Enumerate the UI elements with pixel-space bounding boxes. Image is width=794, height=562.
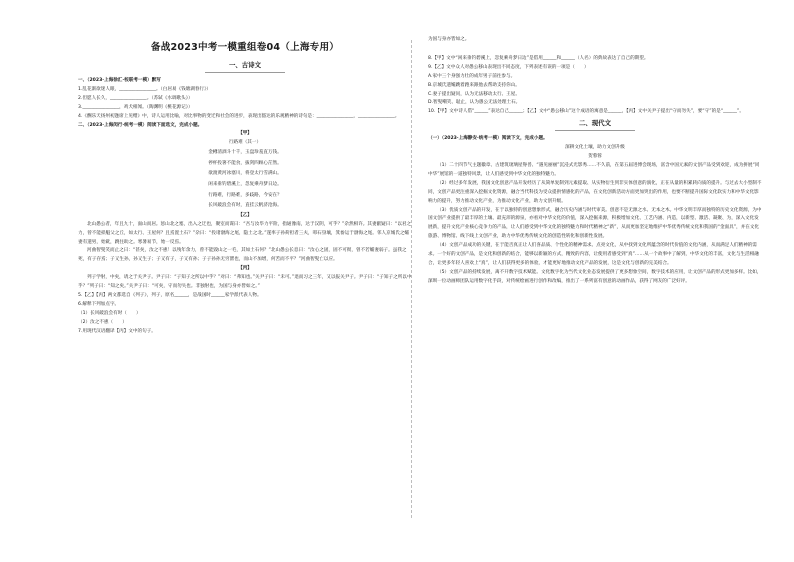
continued-line: 为国与身亦皆如之。	[428, 37, 470, 42]
spacer	[428, 45, 762, 55]
poem-line: 行路难，行路难，多歧路，今安在？	[208, 192, 282, 198]
poem-line: 停杯投箸不能食，拔剑四顾心茫然。	[208, 160, 282, 166]
question-2-heading: 二、（2023·上海闵行·统考一模）阅读下面选文，完成小题。	[78, 122, 203, 128]
article-title: 深耕文化土壤，助力文创升级	[565, 145, 625, 151]
passage-yi-paragraph: 北山愚公者，年且九十，面山而居。惩山北之塞，出入之迂也，聚室而谋曰：“吾与汝毕力平险，指通豫南，达于汉阴，可乎？”杂然相许。其妻献疑曰：“以君之力，曾不能损魁父之丘，如太行、王屋何？且焉置土石？”杂曰：“投诸渤海之尾，隐土之北。”遂率子孙荷担者三夫，叩石垦壤，箕畚运于渤海之尾。邻人京城氏之孀妻有遗男，始龀，跳往助之。寒暑易节，始一反焉。	[78, 221, 412, 245]
left-column	[78, 30, 412, 540]
question-9-option: C.妻子提出疑问，认为无法移动太行、王屋。	[428, 91, 520, 97]
question-1-item: 3.________________，鸡犬相闻。（陶渊明《桃花源记》）	[78, 104, 193, 110]
passage-label-jia: 【甲】	[238, 131, 252, 137]
question-1-item: 4.《酬乐天扬州初逢席上见赠》中，诗人运用比喻，对比事物的变迁和社会的进步，表现出豁达的乐观精神的诗句是：________________，________________。	[78, 113, 400, 119]
question-9-option: A.家中三个身强力壮的成年男子前往参与。	[428, 73, 516, 79]
article-paragraph: （5）文创产品的持续发展，离不开数字技术赋能。文化数字化为当代文化业态发展提供了更多想象空间，数字技术的应用，让文创产品的形式更加多样。比如，深圳一位动画师团队运用数字化手段，对传统绘画进行创作和改编，推出了一系列富有创意的动画作品，获得了网友的广泛好评。	[428, 269, 762, 284]
question-6: 6.解释下列加点字。	[78, 301, 120, 307]
passage-label-yi: 【乙】	[238, 212, 252, 218]
article-paragraph: （3）优质文创产品的开发，在于以独特的创意想象形式，融合历史内涵与时代审美。创意不是无源之水、无本之木。中华文明丰厚而独特的历史文化资源，为中国文创产业提供了最丰厚的土壤、最充沛的源泉，亦看对中华文化的价值，深入挖掘来源，积极增加文化、工艺内涵、内造，以新型、激活、凝聚、为，深入文化发展新，提升文化产业核心竞争力的产品，让人们感受到中华文化的独特魅力和时代精神之“新”，从而更加坚定地维护中华优秀传统文化和我国的“金面具”，并在文化旅游、博物馆、线下线上文创产业，助力中华优秀传统文化的创造性转化和创新性发展。	[428, 207, 762, 240]
column-divider	[411, 40, 412, 518]
document-title: 备战2023中考一模重组卷04（上海专用）	[150, 42, 340, 53]
poem-line: 欲渡黄河冰塞川，将登太行雪满山。	[208, 171, 282, 177]
article-author: 贺蓉蓉	[588, 154, 602, 160]
poem-line: 长风破浪会有时，直挂云帆济沧海。	[208, 203, 282, 209]
section-underline	[205, 72, 285, 73]
question-6-item: （1）长风破浪会有时（ ）	[78, 310, 141, 316]
question-1-item: 1.乱花渐欲迷人眼，________________。（白居易《钱塘湖春行》）	[78, 86, 212, 92]
poem-title: 行路难（其一）	[228, 140, 262, 146]
question-6-item: （2）汝之不惠（ ）	[78, 319, 127, 325]
question-9-option: D.智叟嘲笑、耻止，认为愚公无法处理土石。	[428, 100, 521, 106]
poem-line: 金樽清酒斗十千，玉盘珍羞直万钱。	[208, 150, 282, 156]
question-9-option: B.京城氏遗孀跳着跑来跟他去帮助支持你山。	[428, 82, 520, 88]
section-heading-classical: 一、古诗文	[229, 61, 261, 69]
section-underline	[555, 130, 635, 131]
passage-yi-paragraph: 河曲智叟笑而止之曰：“甚矣，汝之不惠！以残年余力，曾不能毁山之一毛，其如土石何？”北山愚公长息曰：“汝心之固，固不可彻，曾不若孀妻弱子。虽我之死，有子存焉；子又生孙，孙又生子；子又有子，子又有孙；子子孙孙无穷匮也，而山不加增，何苦而不平？”河曲智叟亡以应。	[78, 248, 407, 263]
question-10: 10.【甲】文中诗人借“______”表达自己______；【乙】文中“愚公移山”这个成语的寓意是______，【丙】文中关尹子提出“守而勿失”，要“守”的是“______”。	[428, 109, 744, 115]
modern-question-heading: （一）（2023·上海静安·统考一模）阅读下文，完成小题。	[428, 136, 548, 142]
article-paragraph: （1）二十四节气主题徽章、古建筑琉璃屋脊兽、“遇见丽丽”沉浸式光影秀……不久前，在第五届进博会现场，富含中国元素的文创产品受到欢迎，成为拼展“同中华”展馆的一道独特风景，让人们感受到中华文化的独特魅力。	[428, 162, 760, 177]
poem-line: 闲来垂钓碧溪上，忽复乘舟梦日边。	[208, 182, 282, 188]
question-9: 9.【乙】文中众人对愚公移山表现出不同态度，下列表述有误的一项是（ ）	[428, 64, 589, 70]
section-heading-modern: 二、现代文	[579, 119, 611, 128]
article-paragraph: （2）经过多年发展，我国文化创意产品开发经历了从简单复制到元素提取、从实物衍生到非实体创意的演化，正在从量的积累转向质的提升。与过去大小型制不同，文创产品更注重深入挖掘文化资源，融合当代科技为受众提供情感化的产品，在文化创新活动方面更加突出的作用，也要不断提升国际文化软实力和中华文化影响力的提升，努力推动文化产业，为推动文化产业，助力文创升级。	[428, 180, 762, 204]
passage-label-bing: 【丙】	[238, 266, 252, 272]
question-8: 8.【甲】文中“闲来垂钓碧溪上，忽复乘舟梦日边”是借用______和______（人名）的典故表达了自己的期望。	[428, 55, 649, 61]
question-1-heading: 一、（2023·上海徐汇·校联考一模）默写	[78, 78, 161, 83]
question-7: 7.用现代汉语翻译【丙】文中的句子。	[78, 328, 156, 334]
right-column	[428, 36, 762, 546]
question-1-item: 2.但愿人长久，________________。（苏轼《水调歌头》）	[78, 95, 193, 101]
article-paragraph: （4）文创产品成功的关键，在于能否真正让人们喜品质、个性化的精神需求。点亮文化，从中找到文化所蕴含的时代价值的文化内涵，从而满足人们精神的需求。一个好的文创产品，是文化和创新的结合，能够以新颖的方式，精致的内容，让使用者感受到“真”……从一个故事中了解到，中华文化的丰富，文化与生活相融合，让更多年轻人喜欢上“真”，让人们获得更多的体验，才能更好地推动文化产品的发展，这是文化与创新的完美结合。	[428, 243, 759, 266]
question-5: 5.【乙】【丙】两文都选自《列子》，列子，原名______，是战国时______家学派代表人物。	[78, 292, 262, 298]
passage-bing-paragraph: 列子学射，中矣，请之于关尹子。尹子曰：“子知子之所以中乎？”对曰：“弗知也。”关尹子曰：“未可。”退而习之三年，又以报关尹子。尹子曰：“子知子之所以中乎？”列子曰：“知之矣。”关尹子曰：“可矣，守而勿失也。非独射也，为国与身亦皆如之。”	[78, 275, 412, 290]
